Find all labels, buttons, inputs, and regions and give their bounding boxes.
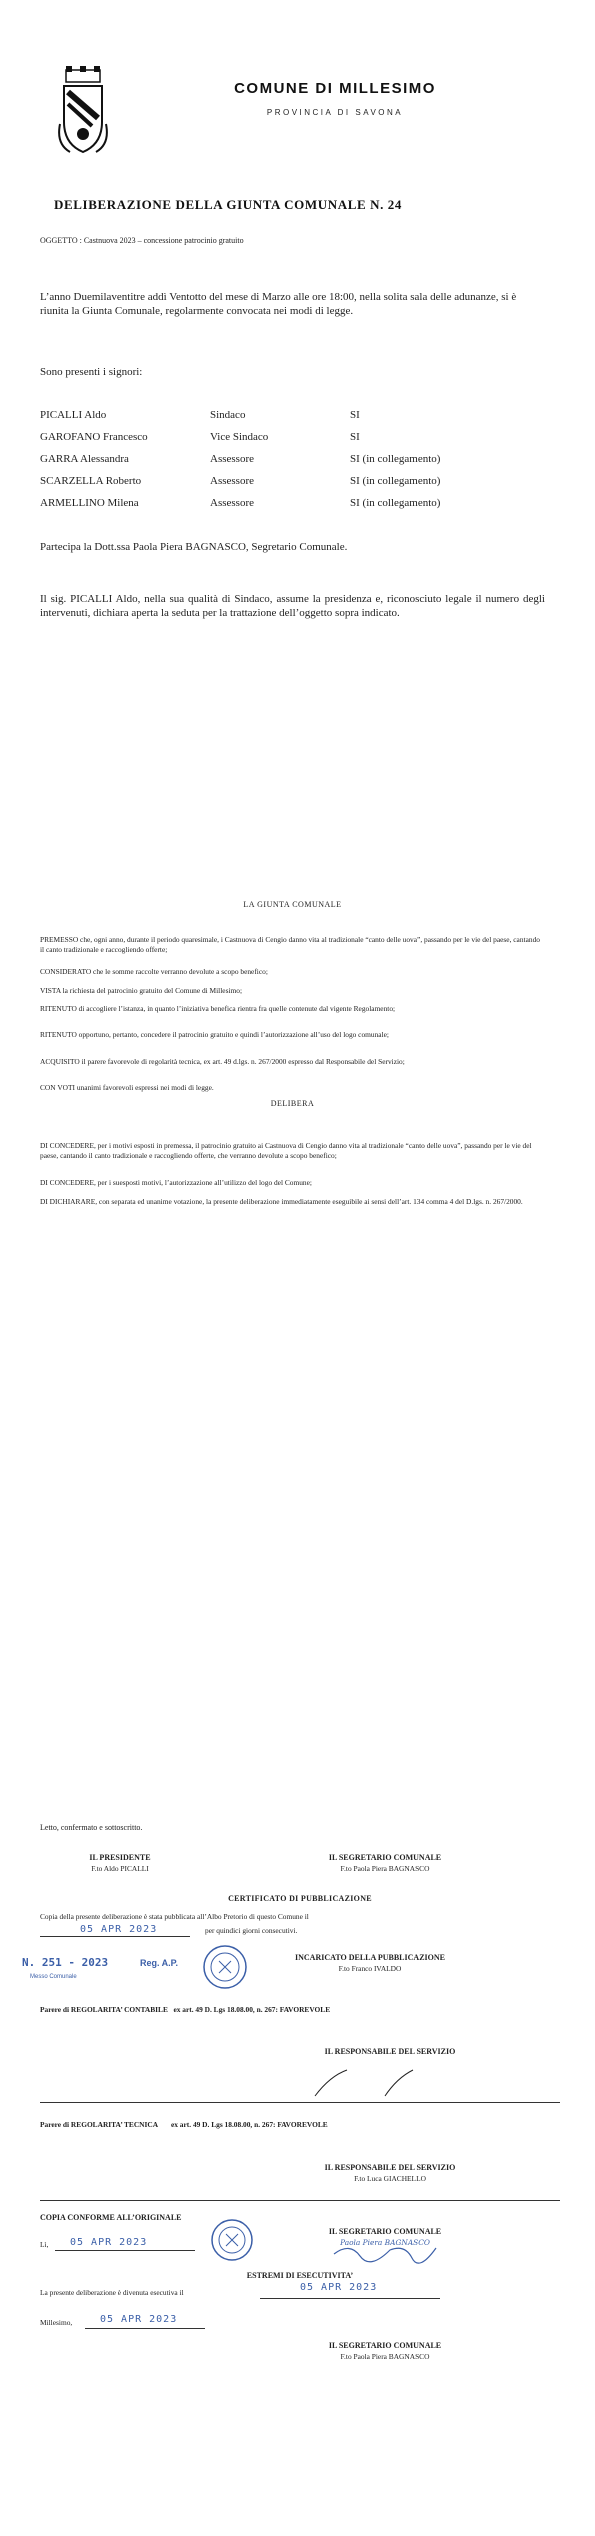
segretario2-title: IL SEGRETARIO COMUNALE — [328, 2227, 442, 2236]
parere-tecnica — [40, 2120, 570, 2130]
presente-name: SCARZELLA Roberto — [40, 475, 142, 487]
presente-name: PICALLI Aldo — [40, 409, 107, 421]
provincia-name: PROVINCIA DI SAVONA — [266, 108, 404, 117]
premessa-item: RITENUTO di accogliere l’istanza, in quanto l’iniziativa benefica rientra fra quelle contenute dal vigente Regolamento; — [40, 1004, 396, 1013]
letto-confermato: Letto, confermato e sottoscritto. — [40, 1823, 143, 1832]
segretario-title: IL SEGRETARIO COMUNALE — [328, 1853, 442, 1862]
esecutiva-date-line — [260, 2298, 440, 2299]
parere-contabile-label: Parere di REGOLARITA’ CONTABILE — [40, 2005, 168, 2014]
messo-comunale: Messo Comunale — [30, 1974, 77, 1980]
giunta-title: LA GIUNTA COMUNALE — [243, 900, 342, 909]
signature-icon — [305, 2068, 425, 2098]
presente-name: GAROFANO Francesco — [40, 431, 148, 443]
millesimo-date-stamp: 05 APR 2023 — [100, 2314, 178, 2325]
presente-name: GARRA Alessandra — [40, 453, 129, 465]
delibera-title: DELIBERA — [270, 1099, 315, 1108]
presente-name: ARMELLINO Milena — [40, 497, 139, 509]
presente-status: SI (in collegamento) — [350, 497, 441, 509]
contabile-rule — [40, 2102, 560, 2103]
cert-date-stamp: 05 APR 2023 — [80, 1924, 158, 1935]
premessa-item: CONSIDERATO che le somme raccolte verranno devolute a scopo benefico; — [40, 967, 268, 976]
responsabile-title: IL RESPONSABILE DEL SERVIZIO — [324, 2047, 456, 2056]
comune-name: COMUNE DI MILLESIMO — [234, 80, 436, 97]
segretario-signature — [330, 2240, 440, 2264]
copia-title: COPIA CONFORME ALL’ORIGINALE — [40, 2213, 182, 2222]
delibera-item: DI CONCEDERE, per i motivi esposti in premessa, il patrocinio gratuito ai Castnuova di Cengio danno vita al tradizionale “canto delle uova”, passando per le vie del paese, cantando il canto tradizionale e raccogliendo offerte, che verranno devolute a scopo benefico; — [40, 1141, 532, 1160]
registro-number: N. 251 - 2023 — [22, 1956, 109, 1969]
responsabile2-title: IL RESPONSABILE DEL SERVIZIO — [324, 2163, 456, 2172]
registro-label: Reg. A.P. — [140, 1958, 179, 1968]
incaricato-title: INCARICATO DELLA PUBBLICAZIONE — [295, 1953, 445, 1962]
comune-stamp-2 — [210, 2218, 254, 2262]
cert-days: per quindici giorni consecutivi. — [205, 1926, 298, 1935]
presente-status: SI — [350, 431, 360, 443]
presente-role: Assessore — [210, 453, 254, 465]
segretario-name: F.to Paola Piera BAGNASCO — [340, 1864, 430, 1873]
parere-contabile — [40, 2005, 570, 2015]
presenti-row — [40, 430, 530, 444]
comune-stamp — [202, 1944, 248, 1990]
presenti-label: Sono presenti i signori: — [40, 366, 143, 378]
responsabile2-name: F.to Luca GIACHELLO — [354, 2174, 426, 2183]
tecnica-rule — [40, 2200, 560, 2201]
presente-role: Assessore — [210, 475, 254, 487]
presidente-title: IL PRESIDENTE — [89, 1853, 151, 1862]
segretario3-name: F.to Paola Piera BAGNASCO — [340, 2352, 430, 2361]
copia-date-stamp: 05 APR 2023 — [70, 2237, 148, 2248]
presidente-name: F.to Aldo PICALLI — [91, 1864, 149, 1873]
presente-role: Assessore — [210, 497, 254, 509]
presente-role: Vice Sindaco — [210, 431, 269, 443]
certificato-text: Copia della presente deliberazione è stata pubblicata all’Albo Pretorio di questo Comune il — [40, 1912, 309, 1921]
esecutiva-text: La presente deliberazione è divenuta esecutiva il — [40, 2288, 184, 2297]
signature-slash — [305, 2068, 425, 2098]
presenti-row — [40, 408, 530, 422]
premessa-item: CON VOTI unanimi favorevoli espressi nei modi di legge. — [40, 1083, 214, 1092]
millesimo-date-line — [85, 2328, 205, 2329]
presente-status: SI (in collegamento) — [350, 453, 441, 465]
presenti-row — [40, 474, 530, 488]
millesimo-label: Millesimo, — [40, 2318, 73, 2327]
premessa-item: ACQUISITO il parere favorevole di regolarità tecnica, ex art. 49 d.lgs. n. 267/2000 espresso dal Responsabile del Servizio; — [40, 1057, 405, 1066]
delibera-item: DI DICHIARARE, con separata ed unanime votazione, la presente deliberazione immediatamente eseguibile ai sensi dell’art. 134 comma 4 del D.lgs. n. 267/2000. — [40, 1197, 523, 1206]
partecipa-paragraph: Partecipa la Dott.ssa Paola Piera BAGNASCO, Segretario Comunale. — [40, 541, 348, 553]
incaricato-name: F.to Franco IVALDO — [338, 1964, 402, 1973]
crest-icon — [56, 64, 110, 156]
seal-icon — [210, 2218, 254, 2262]
presente-status: SI (in collegamento) — [350, 475, 441, 487]
segretario3-title: IL SEGRETARIO COMUNALE — [328, 2341, 442, 2350]
copia-li: Lì, — [40, 2240, 49, 2249]
esecutiva-date-stamp: 05 APR 2023 — [300, 2282, 378, 2293]
presenti-row — [40, 452, 530, 466]
presidenza-paragraph: Il sig. PICALLI Aldo, nella sua qualità di Sindaco, assume la presidenza e, riconosciuto legale il numero degli intervenuti, dichiara aperta la seduta per la trattazione dell’oggetto sopra indicato. — [40, 593, 545, 619]
oggetto: OGGETTO : Castnuova 2023 – concessione patrocinio gratuito — [40, 236, 244, 245]
seal-icon — [202, 1944, 248, 1990]
intro-paragraph: L’anno Duemilaventitre addì Ventotto del mese di Marzo alle ore 18:00, nella solita sala delle adunanze, si è riunita la Giunta Comunale, regolarmente convocata nei modi di legge. — [40, 291, 517, 317]
premessa-item: VISTA la richiesta del patrocinio gratuito del Comune di Millesimo; — [40, 986, 242, 995]
presenti-row — [40, 496, 530, 510]
delibera-item: DI CONCEDERE, per i suesposti motivi, l’autorizzazione all’utilizzo del logo del Comune; — [40, 1178, 312, 1187]
parere-contabile-text: ex art. 49 D. Lgs 18.08.00, n. 267: FAVOREVOLE — [173, 2005, 331, 2014]
signature-icon — [330, 2240, 440, 2264]
comune-crest — [56, 64, 110, 156]
presente-status: SI — [350, 409, 360, 421]
estremi-title: ESTREMI DI ESECUTIVITA’ — [246, 2271, 354, 2280]
deliberazione-title: DELIBERAZIONE DELLA GIUNTA COMUNALE N. 24 — [54, 197, 402, 212]
premessa-item: RITENUTO opportuno, pertanto, concedere il patrocinio gratuito e quindi l’autorizzazione all’uso del logo comunale; — [40, 1030, 389, 1039]
parere-tecnica-label: Parere di REGOLARITA’ TECNICA — [40, 2120, 159, 2129]
premessa-item: PREMESSO che, ogni anno, durante il periodo quaresimale, i Castnuova di Cengio danno vita al tradizionale “canto delle uova”, passando per le vie del paese, cantando il canto tradizionale e raccogliendo offerte; — [40, 935, 540, 954]
certificato-title: CERTIFICATO DI PUBBLICAZIONE — [228, 1894, 372, 1903]
segretario2-name: Paola Piera BAGNASCO — [340, 2238, 430, 2247]
parere-tecnica-text: ex art. 49 D. Lgs 18.08.00, n. 267: FAVOREVOLE — [170, 2120, 328, 2129]
copia-date-line — [55, 2250, 195, 2251]
presente-role: Sindaco — [210, 409, 246, 421]
cert-date-line — [40, 1936, 190, 1937]
